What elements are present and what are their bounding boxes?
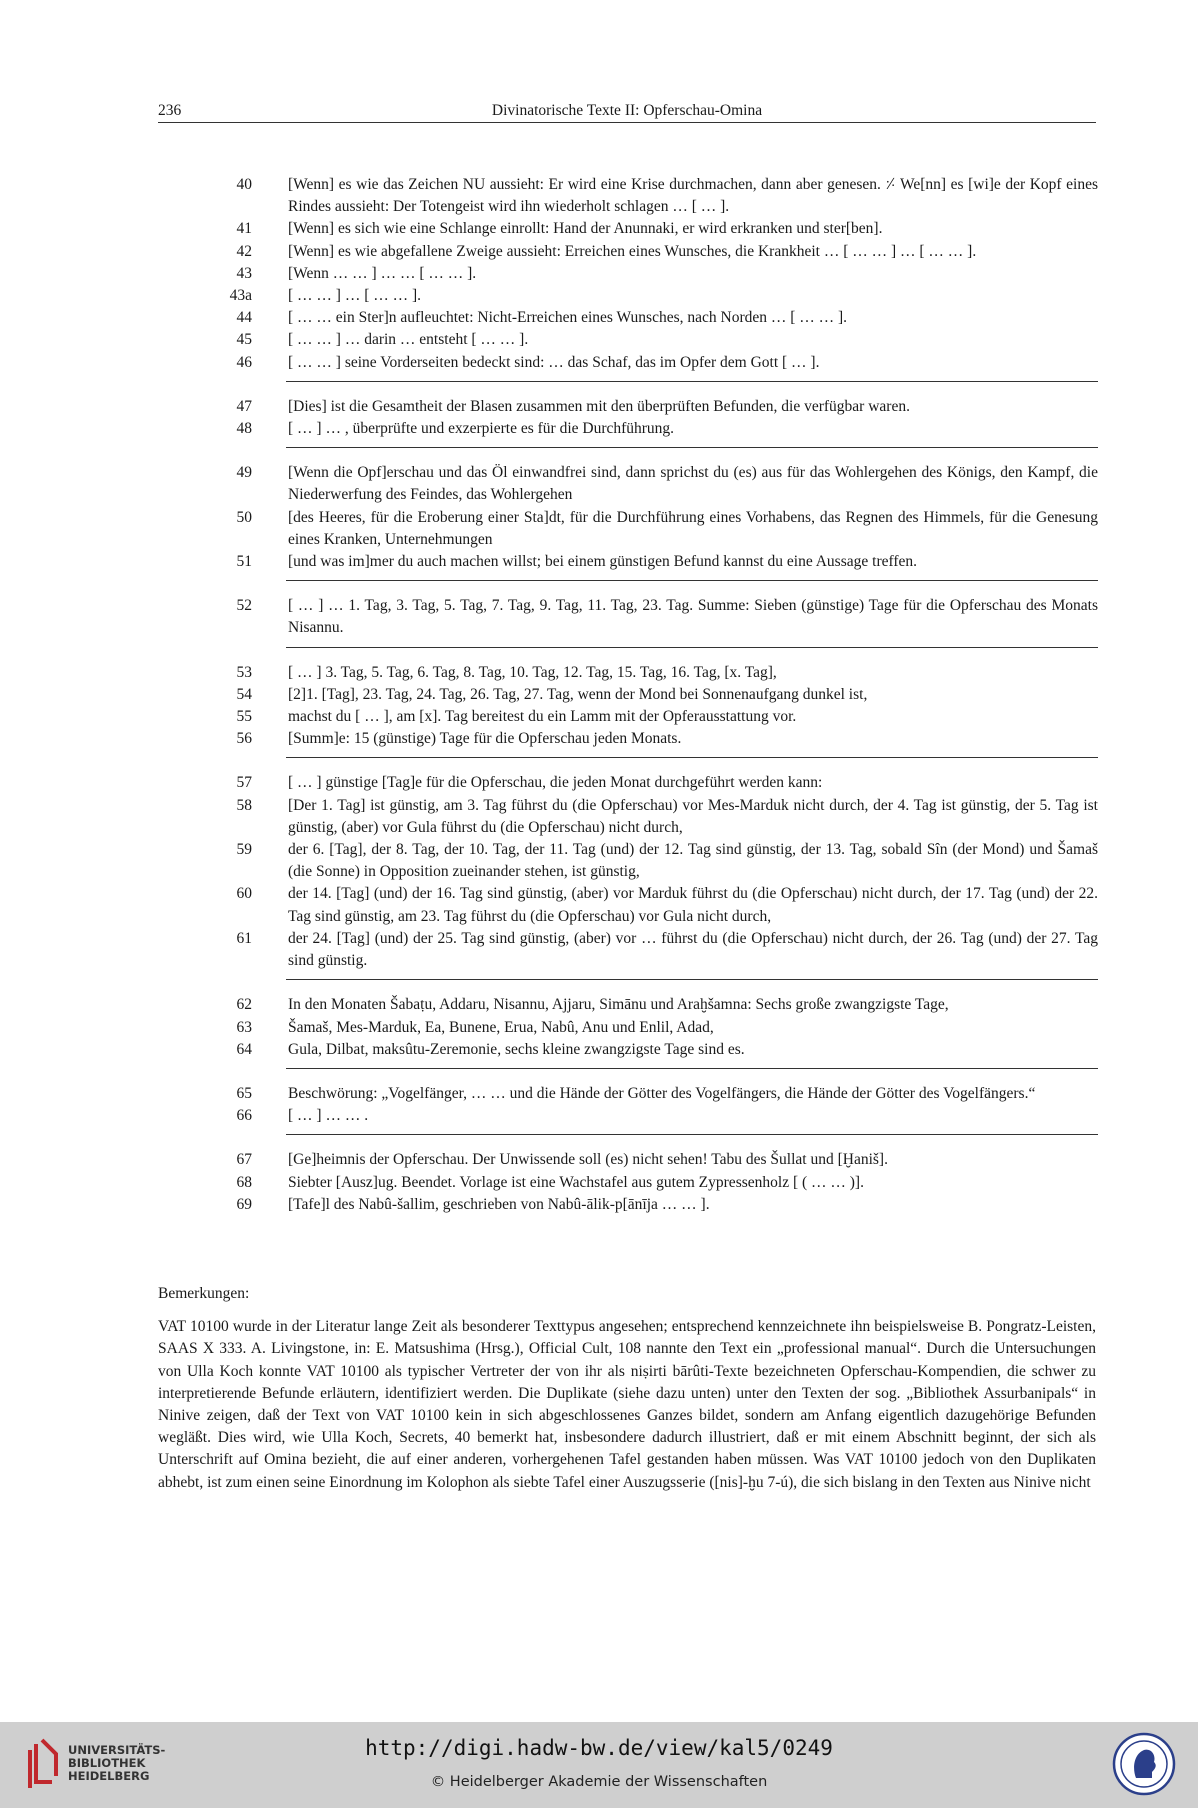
text-line [218, 706, 1098, 728]
line-number: 45 [236, 331, 252, 349]
line-text: [Wenn die Opf]erschau und das Öl einwandfrei sind, dann sprichst du (es) aus für das Wohlergehen des Königs, den Kampf, die Niederwerfung des Feindes, das Wohlergehen [288, 464, 1098, 504]
line-text: Gula, Dilbat, maksûtu-Zeremonie, sechs kleine zwangzigste Tage sind es. [288, 1040, 745, 1058]
text-line [218, 174, 1098, 218]
section-divider [286, 381, 1098, 382]
text-line [218, 1083, 1098, 1105]
line-text: Beschwörung: „Vogelfänger, … … und die Hände der Götter des Vogelfängers, die Hände der Götter des Vogelfängers.“ [288, 1084, 1036, 1102]
line-number: 49 [236, 464, 252, 482]
line-number: 56 [236, 730, 252, 748]
line-text: [2]1. [Tag], 23. Tag, 24. Tag, 26. Tag, 27. Tag, wenn der Mond bei Sonnenaufgang dunkel ist, [288, 685, 868, 703]
line-text: [ … ] günstige [Tag]e für die Opferschau, die jeden Monat durchgeführt werden kann: [288, 774, 823, 792]
library-name-line-2: BIBLIOTHEK [68, 1756, 146, 1770]
line-number: 66 [236, 1107, 252, 1125]
line-text: der 6. [Tag], der 8. Tag, der 10. Tag, der 11. Tag (und) der 12. Tag sind günstig, der 13. Tag, sobald Sîn (der Mond) und Šamaš (die Sonne) in Opposition zueinander stehen, ist günstig, [288, 841, 1098, 881]
line-text: [Der 1. Tag] ist günstig, am 3. Tag führst du (die Opferschau) vor Mes-Marduk nicht durch, der 4. Tag ist günstig, der 5. Tag ist günstig, (aber) vor Gula führst du (die Opferschau) nicht durch, [288, 796, 1098, 836]
text-line [218, 728, 1098, 750]
line-text: [des Heeres, für die Eroberung einer Sta]dt, für die Durchführung eines Vorhabens, das Regnen des Himmels, für die Genesung eines Kranken, Unternehmungen [288, 508, 1098, 548]
text-line [218, 883, 1098, 927]
text-line [218, 307, 1098, 329]
text-line [218, 994, 1098, 1016]
text-line [218, 1039, 1098, 1061]
running-header [158, 102, 1096, 123]
line-text: [ … ] … , überprüfte und exzerpierte es für die Durchführung. [288, 420, 675, 438]
line-number: 58 [236, 796, 252, 814]
line-number: 67 [236, 1151, 252, 1169]
text-line [218, 772, 1098, 794]
line-number: 40 [236, 176, 252, 193]
text-line [218, 1149, 1098, 1171]
transliteration-lines [218, 174, 1098, 1216]
library-name-line-3: HEIDELBERG [68, 1769, 150, 1783]
section-divider [286, 757, 1098, 758]
line-number: 41 [236, 220, 252, 238]
line-number: 43 [236, 264, 252, 282]
line-number: 51 [236, 553, 252, 571]
line-number: 63 [236, 1018, 252, 1036]
text-line [218, 418, 1098, 440]
line-number: 64 [236, 1040, 252, 1058]
line-number: 62 [236, 996, 252, 1014]
line-number: 60 [236, 885, 252, 903]
permalink-url[interactable]: http://digi.hadw-bw.de/view/kal5/0249 [365, 1736, 833, 1760]
line-number: 47 [236, 397, 252, 415]
line-text: [Summ]e: 15 (günstige) Tage für die Opferschau jeden Monats. [288, 730, 682, 748]
line-text: [ … … ein Ster]n aufleuchtet: Nicht-Erreichen eines Wunsches, nach Norden … [ … … ]. [288, 309, 848, 327]
line-text: [Wenn] es wie das Zeichen NU aussieht: Er wird eine Krise durchmachen, dann aber genesen. ⸓ We[nn] es [wi]e der Kopf eines Rindes aussieht: Der Totengeist wird ihn wiederholt schlagen … [ … ]. [288, 176, 1098, 216]
line-text: der 24. [Tag] (und) der 25. Tag sind günstig, (aber) vor … führst du (die Opferschau) nicht durch, der 26. Tag (und) der 27. Tag sind günstig. [288, 929, 1098, 970]
section-divider [286, 1068, 1098, 1069]
line-number: 69 [236, 1195, 252, 1213]
academy-seal-icon [1112, 1732, 1176, 1796]
line-number: 57 [236, 774, 252, 792]
text-line [218, 352, 1098, 374]
line-text: [Wenn … … ] … … [ … … ]. [288, 264, 477, 282]
text-line [218, 218, 1098, 240]
line-number: 42 [236, 242, 252, 260]
section-divider [286, 979, 1098, 980]
line-text: [ … … ] seine Vorderseiten bedeckt sind: … das Schaf, das im Opfer dem Gott [ … ]. [288, 353, 820, 371]
line-number: 59 [236, 841, 252, 859]
viewer-footer [0, 1722, 1198, 1808]
text-line [218, 285, 1098, 307]
line-number: 53 [236, 663, 252, 681]
text-line [218, 928, 1098, 972]
text-line [218, 595, 1098, 639]
text-line [218, 1194, 1098, 1216]
line-text: [ … … ] … [ … … ]. [288, 287, 422, 305]
text-line [218, 507, 1098, 551]
section-divider [286, 647, 1098, 648]
page-number: 236 [158, 102, 182, 119]
text-line [218, 241, 1098, 263]
line-text: [ … ] … … . [288, 1107, 369, 1125]
line-number: 52 [236, 597, 252, 615]
line-text: [ … … ] … darin … entsteht [ … … ]. [288, 331, 529, 349]
line-number: 68 [236, 1173, 252, 1191]
text-line [218, 396, 1098, 418]
line-text: [Tafe]l des Nabû-šallim, geschrieben von Nabû-ālik-p[ānīja … … ]. [288, 1195, 710, 1213]
remarks-text: VAT 10100 wurde in der Literatur lange Zeit als besonderer Texttypus angesehen; entsprechend kennzeichnete ihn beispielsweise B. Pongratz-Leisten, SAAS X 333. A. Livingstone, in: E. Matsushima (Hrsg.), Official Cult, 108 nannte den Text ein „professional manual“. Durch die Untersuchungen von Ulla Koch konnte VAT 10100 als typischer Vertreter der von ihr als niṣirti bārûti-Texte bezeichneten Opferschau-Kompendien, die schwer zu interpretierende Befunde erläutern, identifiziert werden. Die Duplikate (siehe dazu unten) unter den Texten der sog. „Bibliothek Assurbanipals“ in Ninive zeigen, daß der Text von VAT 10100 kein in sich abgeschlossenes Ganzes bildet, sondern am Anfang eigentlich dazugehörige Befunden wegläßt. Dies wird, wie Ulla Koch, Secrets, 40 bemerkt hat, insbesondere dadurch illustriert, daß er mit einem Abschnitt beginnt, der sich als Unterschrift auf Omina bezieht, die auf einer anderen, vorhergehenen Tafel gestanden haben müssen. Was VAT 10100 jedoch von den Duplikaten abhebt, ist zum einen seine Einordnung im Kolophon als siebte Tafel einer Auszugsserie ([nis]-ḫu 7-ú), die sich bislang in den Texten aus Ninive nicht [158, 1318, 1096, 1491]
remarks-section [158, 1283, 1096, 1494]
text-line [218, 462, 1098, 506]
library-name-line-1: UNIVERSITÄTS- [68, 1743, 166, 1757]
text-line [218, 1017, 1098, 1039]
section-divider [286, 1134, 1098, 1135]
line-text: der 14. [Tag] (und) der 16. Tag sind günstig, (aber) vor Marduk führst du (die Opferschau) nicht durch, der 17. Tag (und) der 22. Tag sind günstig, am 23. Tag führst du (die Opferschau) vor Gula nicht durch, [288, 885, 1098, 925]
line-text: machst du [ … ], am [x]. Tag bereitest du ein Lamm mit der Opferausstattung vor. [288, 708, 797, 726]
line-number: 46 [236, 353, 252, 371]
line-number: 48 [236, 420, 252, 438]
section-divider [286, 447, 1098, 448]
remarks-heading: Bemerkungen: [158, 1285, 250, 1302]
line-number: 50 [236, 508, 252, 526]
line-text: Siebter [Ausz]ug. Beendet. Vorlage ist eine Wachstafel aus gutem Zypressenholz [ ( … … )]. [288, 1173, 864, 1191]
line-number: 43a [229, 287, 252, 305]
line-text: [und was im]mer du auch machen willst; bei einem günstigen Befund kannst du eine Aussage treffen. [288, 553, 918, 571]
text-line [218, 551, 1098, 573]
text-line [218, 795, 1098, 839]
line-text: In den Monaten Šabaṭu, Addaru, Nisannu, Ajjaru, Simānu und Araḫšamna: Sechs große zwangzigste Tage, [288, 996, 949, 1014]
copyright-notice: © Heidelberger Akademie der Wissenschaften [430, 1774, 768, 1790]
text-line [218, 1172, 1098, 1194]
line-number: 44 [236, 309, 252, 327]
line-text: [Wenn] es sich wie eine Schlange einrollt: Hand der Anunnaki, er wird erkranken und ster[ben]. [288, 220, 883, 238]
line-number: 65 [236, 1084, 252, 1102]
line-text: [Dies] ist die Gesamtheit der Blasen zusammen mit den überprüften Befunden, die verfügbar waren. [288, 397, 910, 415]
text-line [218, 839, 1098, 883]
line-number: 55 [236, 708, 252, 726]
section-divider [286, 580, 1098, 581]
line-text: [Wenn] es wie abgefallene Zweige aussieht: Erreichen eines Wunsches, die Krankheit … [ … … ] … [ … … ]. [288, 242, 977, 260]
text-line [218, 662, 1098, 684]
line-text: [ … ] 3. Tag, 5. Tag, 6. Tag, 8. Tag, 10. Tag, 12. Tag, 15. Tag, 16. Tag, [x. Tag], [288, 663, 777, 681]
line-text: [Ge]heimnis der Opferschau. Der Unwissende soll (es) nicht sehen! Tabu des Šullat und [Ḫaniš]. [288, 1151, 888, 1169]
running-title: Divinatorische Texte II: Opferschau-Omina [491, 102, 763, 119]
text-line [218, 263, 1098, 285]
text-line [218, 329, 1098, 351]
line-text: [ … ] … 1. Tag, 3. Tag, 5. Tag, 7. Tag, 9. Tag, 11. Tag, 23. Tag. Summe: Sieben (günstige) Tage für die Opferschau des Monats Nisannu. [288, 597, 1098, 637]
line-number: 54 [236, 685, 252, 703]
text-line [218, 684, 1098, 706]
line-number: 61 [236, 929, 252, 947]
line-text: Šamaš, Mes-Marduk, Ea, Bunene, Erua, Nabû, Anu und Enlil, Adad, [288, 1018, 714, 1036]
text-line [218, 1105, 1098, 1127]
